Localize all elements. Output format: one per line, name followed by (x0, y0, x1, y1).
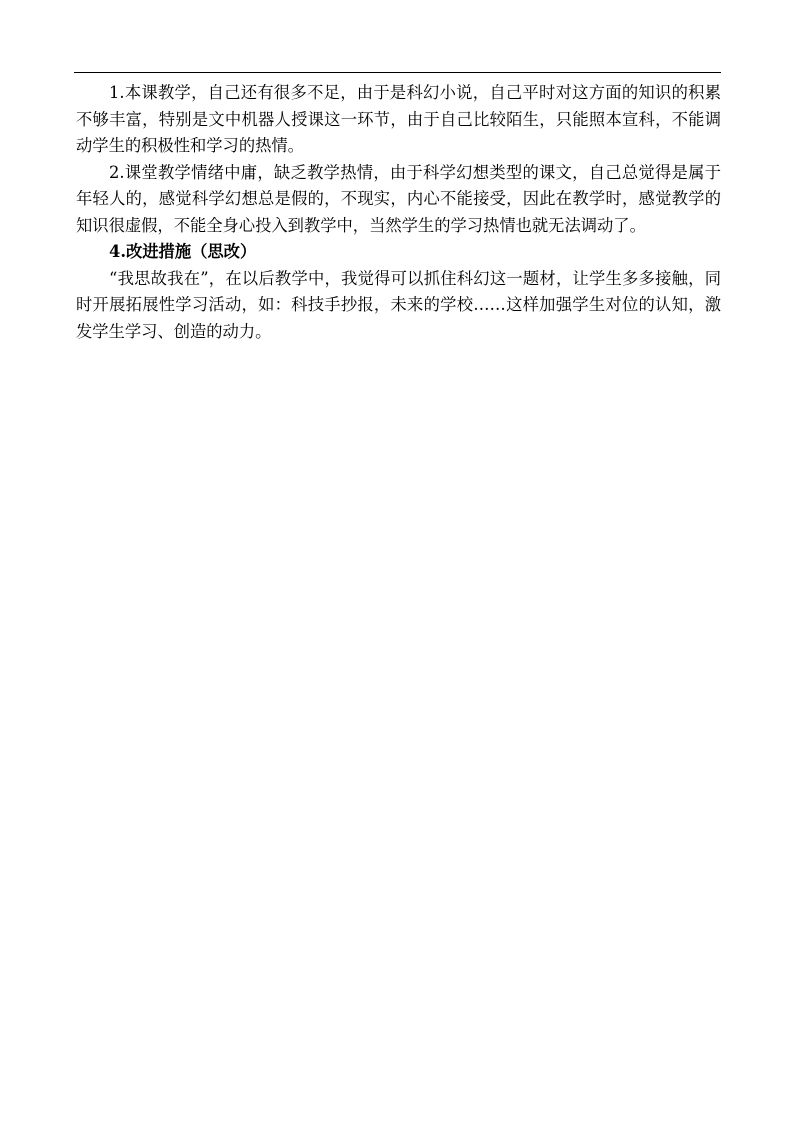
improvement-paragraph: “我思故我在”，在以后教学中，我觉得可以抓住科幻这一题材，让学生多多接触，同时开展拓展性学习活动，如：科技手抄报，未来的学校……这样加强学生对位的认知，激发学生学习、创造的动力。 (76, 268, 721, 341)
reflection-paragraph-1: 1.本课教学，自己还有很多不足，由于是科幻小说，自己平时对这方面的知识的积累不够丰富，特别是文中机器人授课这一环节，由于自己比较陌生，只能照本宣科，不能调动学生的积极性和学习的热情。 (76, 83, 721, 155)
header-rule (74, 72, 721, 73)
document-body (76, 80, 721, 345)
reflection-paragraph-2: 2.课堂教学情绪中庸，缺乏教学热情，由于科学幻想类型的课文，自己总觉得是属于年轻人的，感觉科学幻想总是假的，不现实，内心不能接受，因此在教学时，感觉教学的知识很虚假，不能全身心投入到教学中，当然学生的学习热情也就无法调动了。 (76, 162, 721, 235)
section-heading: 4.改进措施（思改） (109, 242, 257, 261)
